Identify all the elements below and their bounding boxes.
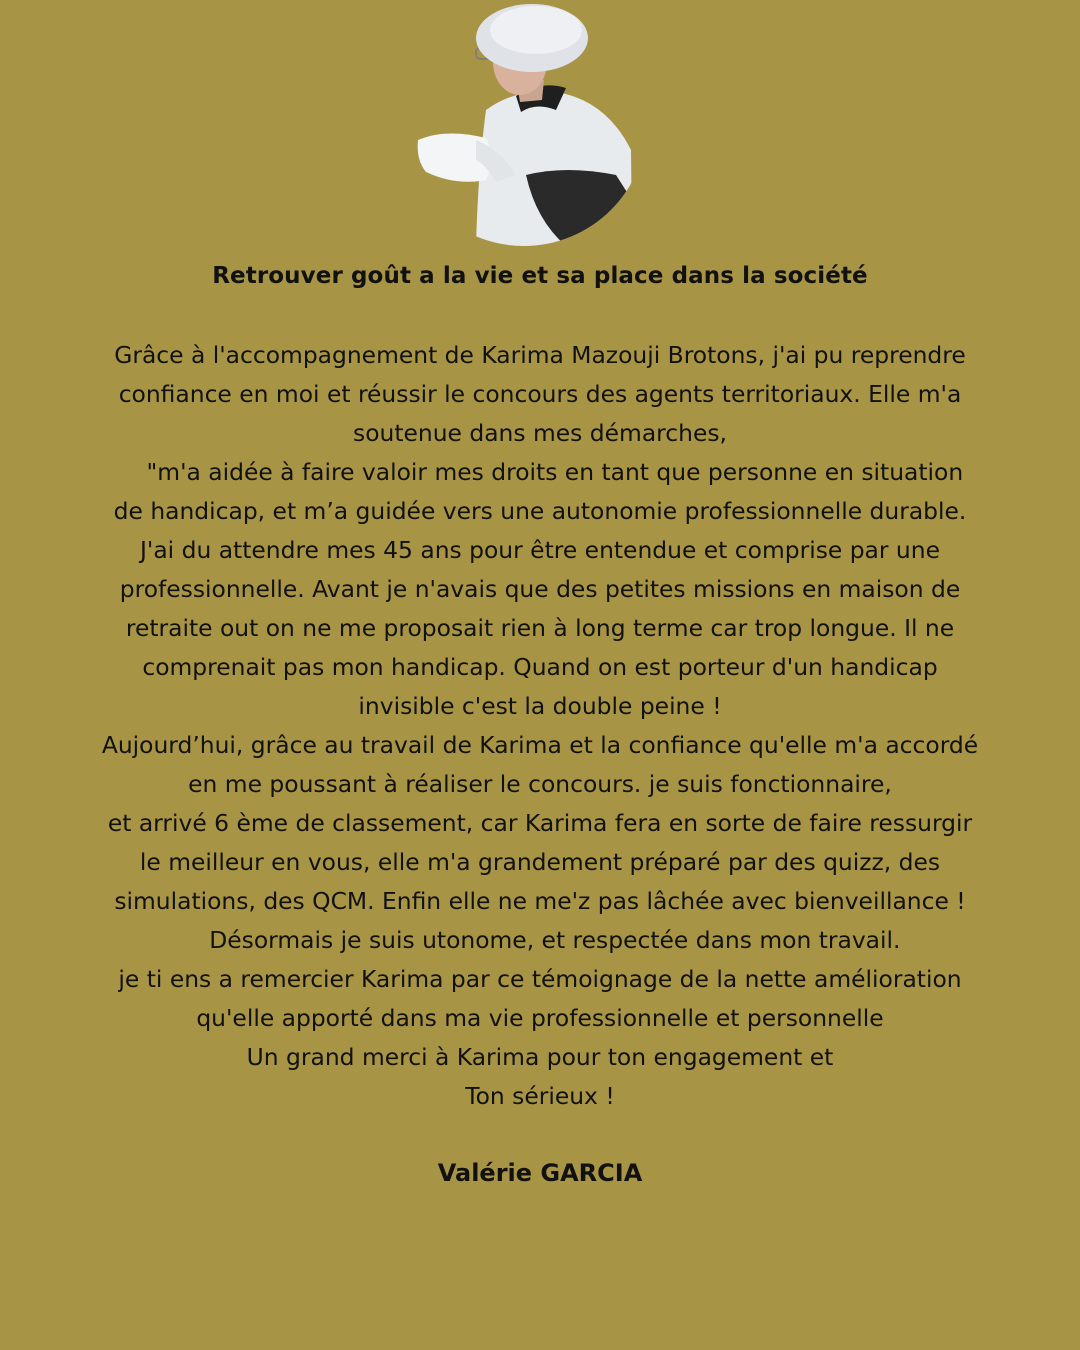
testimonial-line: invisible c'est la double peine ! xyxy=(358,692,722,720)
author-signature: Valérie GARCIA xyxy=(437,1159,643,1187)
page-title: Retrouver goût a la vie et sa place dans la société xyxy=(212,263,868,289)
testimonial-line: je ti ens a remercier Karima par ce témoignage de la nette amélioration xyxy=(118,965,962,993)
testimonial-line: Ton sérieux ! xyxy=(465,1082,615,1110)
testimonial-line: confiance en moi et réussir le concours des agents territoriaux. Elle m'a xyxy=(118,380,962,408)
testimonial-line: de handicap, et m’a guidée vers une autonomie professionnelle durable. xyxy=(113,497,967,525)
testimonial-line: comprenait pas mon handicap. Quand on est porteur d'un handicap xyxy=(142,653,938,681)
testimonial-line: simulations, des QCM. Enfin elle ne me'z pas lâchée avec bienveillance ! xyxy=(114,887,966,915)
testimonial-line: retraite out on ne me proposait rien à long terme car trop longue. Il ne xyxy=(125,614,955,642)
testimonial-line: et arrivé 6 ème de classement, car Karima fera en sorte de faire ressurgir xyxy=(107,809,973,837)
testimonial-line: Un grand merci à Karima pour ton engagement et xyxy=(246,1043,834,1071)
testimonial-line: professionnelle. Avant je n'avais que des petites missions en maison de xyxy=(119,575,961,603)
testimonial-line: le meilleur en vous, elle m'a grandement préparé par des quizz, des xyxy=(139,848,941,876)
testimonial-body xyxy=(40,336,1040,1116)
testimonial-line: J'ai du attendre mes 45 ans pour être entendue et comprise par une xyxy=(140,536,940,564)
testimonial-line: "m'a aidée à faire valoir mes droits en tant que personne en situation xyxy=(116,458,964,486)
portrait-photo xyxy=(416,0,632,246)
testimonial-line: qu'elle apporté dans ma vie professionnelle et personnelle xyxy=(196,1004,884,1032)
testimonial-line: Désormais je suis utonome, et respectée dans mon travail. xyxy=(179,926,901,954)
testimonial-line: Grâce à l'accompagnement de Karima Mazouji Brotons, j'ai pu reprendre xyxy=(114,341,966,369)
testimonial-line: Aujourd’hui, grâce au travail de Karima et la confiance qu'elle m'a accordé xyxy=(101,731,979,759)
testimonial-line: soutenue dans mes démarches, xyxy=(353,419,727,447)
testimonial-line: en me poussant à réaliser le concours. je suis fonctionnaire, xyxy=(188,770,892,798)
